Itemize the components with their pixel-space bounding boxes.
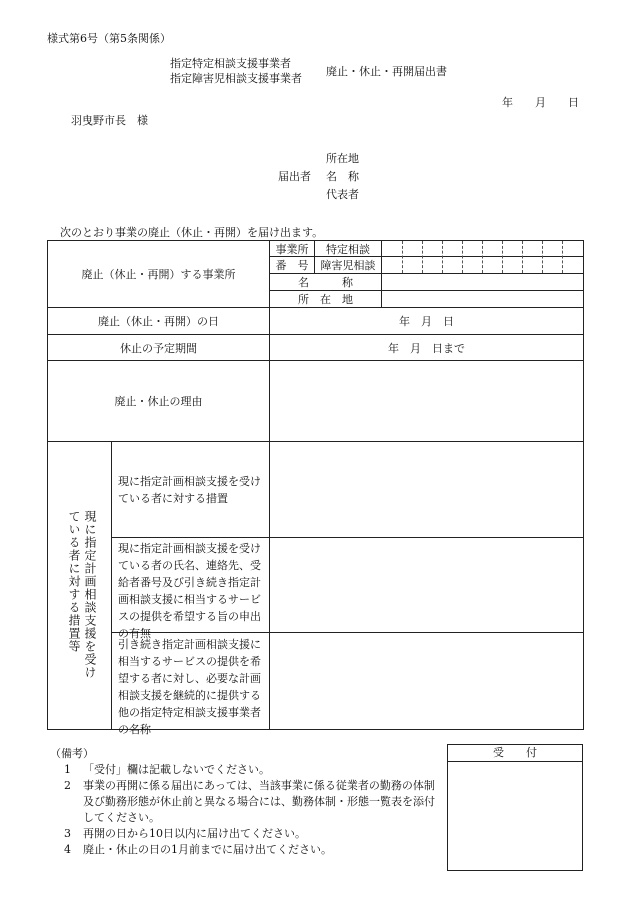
- note-3-text: 再開の日から10日以内に届け出てください。: [83, 827, 306, 840]
- title-line-1: 指定特定相談支援事業者: [170, 57, 291, 70]
- note-2-text: 事業の再開に係る届出にあっては、当該事業に係る従業者の勤務の体制及び勤務形態が休止前と異なる場合には、勤務体制・形態一覧表を添付してください。: [83, 779, 435, 824]
- reason-label: 廃止・休止の理由: [114, 395, 203, 408]
- applicant-rep-label: 代表者: [326, 188, 359, 201]
- type-specified-consultation: 特定相談: [326, 242, 370, 256]
- note-4-text: 廃止・休止の日の1月前までに届け出てください。: [83, 843, 332, 856]
- measure-2-label: 現に指定計画相談支援を受けている者の氏名、連絡先、受給者番号及び引き続き指定計画相談支援に相当するサービスの提供を希望する旨の申出の有無: [118, 542, 261, 640]
- note-1-text: 「受付」欄は記載しないでください。: [83, 763, 270, 776]
- type-child-consultation: 障害児相談: [320, 259, 376, 272]
- form-number: 様式第6号（第5条関係）: [47, 32, 171, 45]
- note-4-number: 4: [64, 843, 71, 856]
- applicant-name-label: 名 称: [326, 170, 359, 183]
- office-name-label: 名 称: [298, 276, 353, 289]
- applicant-label: 届出者: [278, 170, 311, 183]
- addressee: 羽曳野市長 様: [71, 114, 148, 127]
- submission-date: 年 月 日: [502, 96, 579, 109]
- measure-3-label: 引き続き指定計画相談支援に相当するサービスの提供を希望する者に対し、必要な計画相談支援を継続的に提供する他の指定特定相談支援事業者の名称: [118, 638, 261, 736]
- measures-vertical-label: 現に指定計画相談支援を受けている者に対する措置等: [67, 510, 97, 679]
- notes-heading: （備考）: [50, 747, 94, 760]
- office-address-input[interactable]: [382, 291, 583, 307]
- reception-label: 受 付: [448, 745, 582, 762]
- reason-input[interactable]: [270, 361, 583, 441]
- office-number-label-2: 番 号: [275, 259, 309, 272]
- document-title: 廃止・休止・再開届出書: [326, 65, 447, 78]
- date-value[interactable]: 年 月 日: [399, 315, 454, 328]
- measure-2-input[interactable]: [270, 538, 583, 632]
- office-number-label-1: 事業所: [275, 242, 309, 256]
- reception-box: [447, 744, 583, 871]
- date-label: 廃止（休止・再開）の日: [98, 315, 219, 328]
- measure-1-label: 現に指定計画相談支援を受けている者に対する措置: [118, 475, 261, 505]
- note-3-number: 3: [64, 827, 71, 840]
- note-2-number: 2: [64, 779, 71, 792]
- period-label: 休止の予定期間: [120, 341, 197, 355]
- note-1-number: 1: [64, 763, 71, 776]
- measure-3-input[interactable]: [270, 633, 583, 729]
- office-address-label: 所 在 地: [298, 293, 353, 306]
- office-name-input[interactable]: [382, 274, 583, 290]
- measure-1-input[interactable]: [270, 442, 583, 537]
- applicant-address-label: 所在地: [326, 152, 359, 165]
- period-value[interactable]: 年 月 日まで: [388, 341, 465, 355]
- office-label: 廃止（休止・再開）する事業所: [81, 268, 236, 281]
- title-line-2: 指定障害児相談支援事業者: [170, 72, 302, 85]
- intro-text: 次のとおり事業の廃止（休止・再開）を届け出ます。: [60, 226, 324, 239]
